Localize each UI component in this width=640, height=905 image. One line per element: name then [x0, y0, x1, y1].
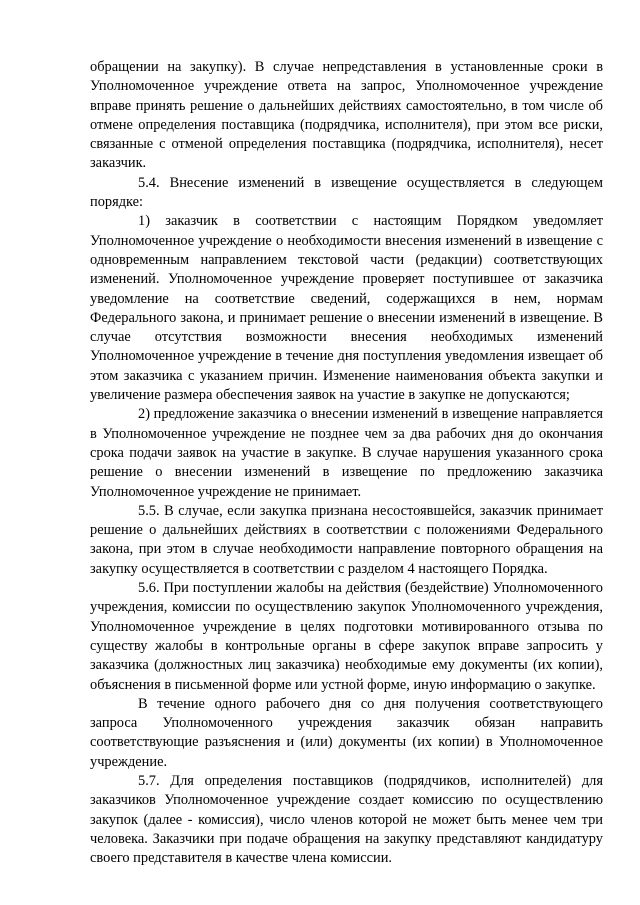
document-body [90, 58, 603, 868]
paragraph-5-4: 5.4. Внесение изменений в извещение осуществляется в следующем порядке: [90, 174, 603, 211]
paragraph-5-4-item-1: 1) заказчик в соответствии с настоящим Порядком уведомляет Уполномоченное учреждение о необходимости внесения изменений в извещение с одновременным направлением текстовой части (редакции) соответствующих изменений. Уполномоченное учреждение проверяет поступившее от заказчика уведомление на соответствие сведений, содержащихся в нем, нормам Федерального закона, и принимает решение о внесении изменений в извещение. В случае отсутствия возможности внесения необходимых изменений Уполномоченное учреждение в течение дня поступления уведомления извещает об этом заказчика с указанием причин. Изменение наименования объекта закупки и увеличение размера обеспечения заявок на участие в закупке не допускаются; [90, 213, 603, 404]
paragraph-5-4-item-2: 2) предложение заказчика о внесении изменений в извещение направляется в Уполномоченное учреждение не позднее чем за два рабочих дня до окончания срока подачи заявок на участие в закупке. В случае нарушения указанного срока решение о внесении изменений в извещение по предложению заказчика Уполномоченное учреждение не принимает. [90, 406, 603, 500]
paragraph-5-7: 5.7. Для определения поставщиков (подрядчиков, исполнителей) для заказчиков Уполномоченное учреждение создает комиссию по осуществлению закупок (далее - комиссия), число членов которой не может быть менее чем три человека. Заказчики при подаче обращения на закупку представляют кандидатуру своего представителя в качестве члена комиссии. [90, 772, 603, 867]
paragraph-5-6-continued: В течение одного рабочего дня со дня получения соответствующего запроса Уполномоченного учреждения заказчик обязан направить соответствующие разъяснения и (или) документы (их копии) в Уполномоченное учреждение. [90, 695, 603, 770]
paragraph-continuation: обращении на закупку). В случае непредставления в установленные сроки в Уполномоченное учреждение ответа на запрос, Уполномоченное учреждение вправе принять решение о дальнейших действиях самостоятельно, в том числе об отмене определения поставщика (подрядчика, исполнителя), при этом все риски, связанные с отменой определения поставщика (подрядчика, исполнителя), несет заказчик. [90, 59, 603, 172]
paragraph-5-5: 5.5. В случае, если закупка признана несостоявшейся, заказчик принимает решение о дальнейших действиях в соответствии с положениями Федерального закона, при этом в случае необходимости направление повторного обращения на закупку осуществляется в соответствии с разделом 4 настоящего Порядка. [90, 502, 603, 577]
paragraph-5-6: 5.6. При поступлении жалобы на действия (бездействие) Уполномоченного учреждения, комиссии по осуществлению закупок Уполномоченного учреждения, Уполномоченное учреждение в целях подготовки мотивированного отзыва по существу жалобы в контрольные органы в сфере закупок вправе запросить у заказчика (должностных лиц заказчика) необходимые ему документы (их копии), объяснения в письменной форме или устной форме, иную информацию о закупке. [90, 580, 603, 693]
